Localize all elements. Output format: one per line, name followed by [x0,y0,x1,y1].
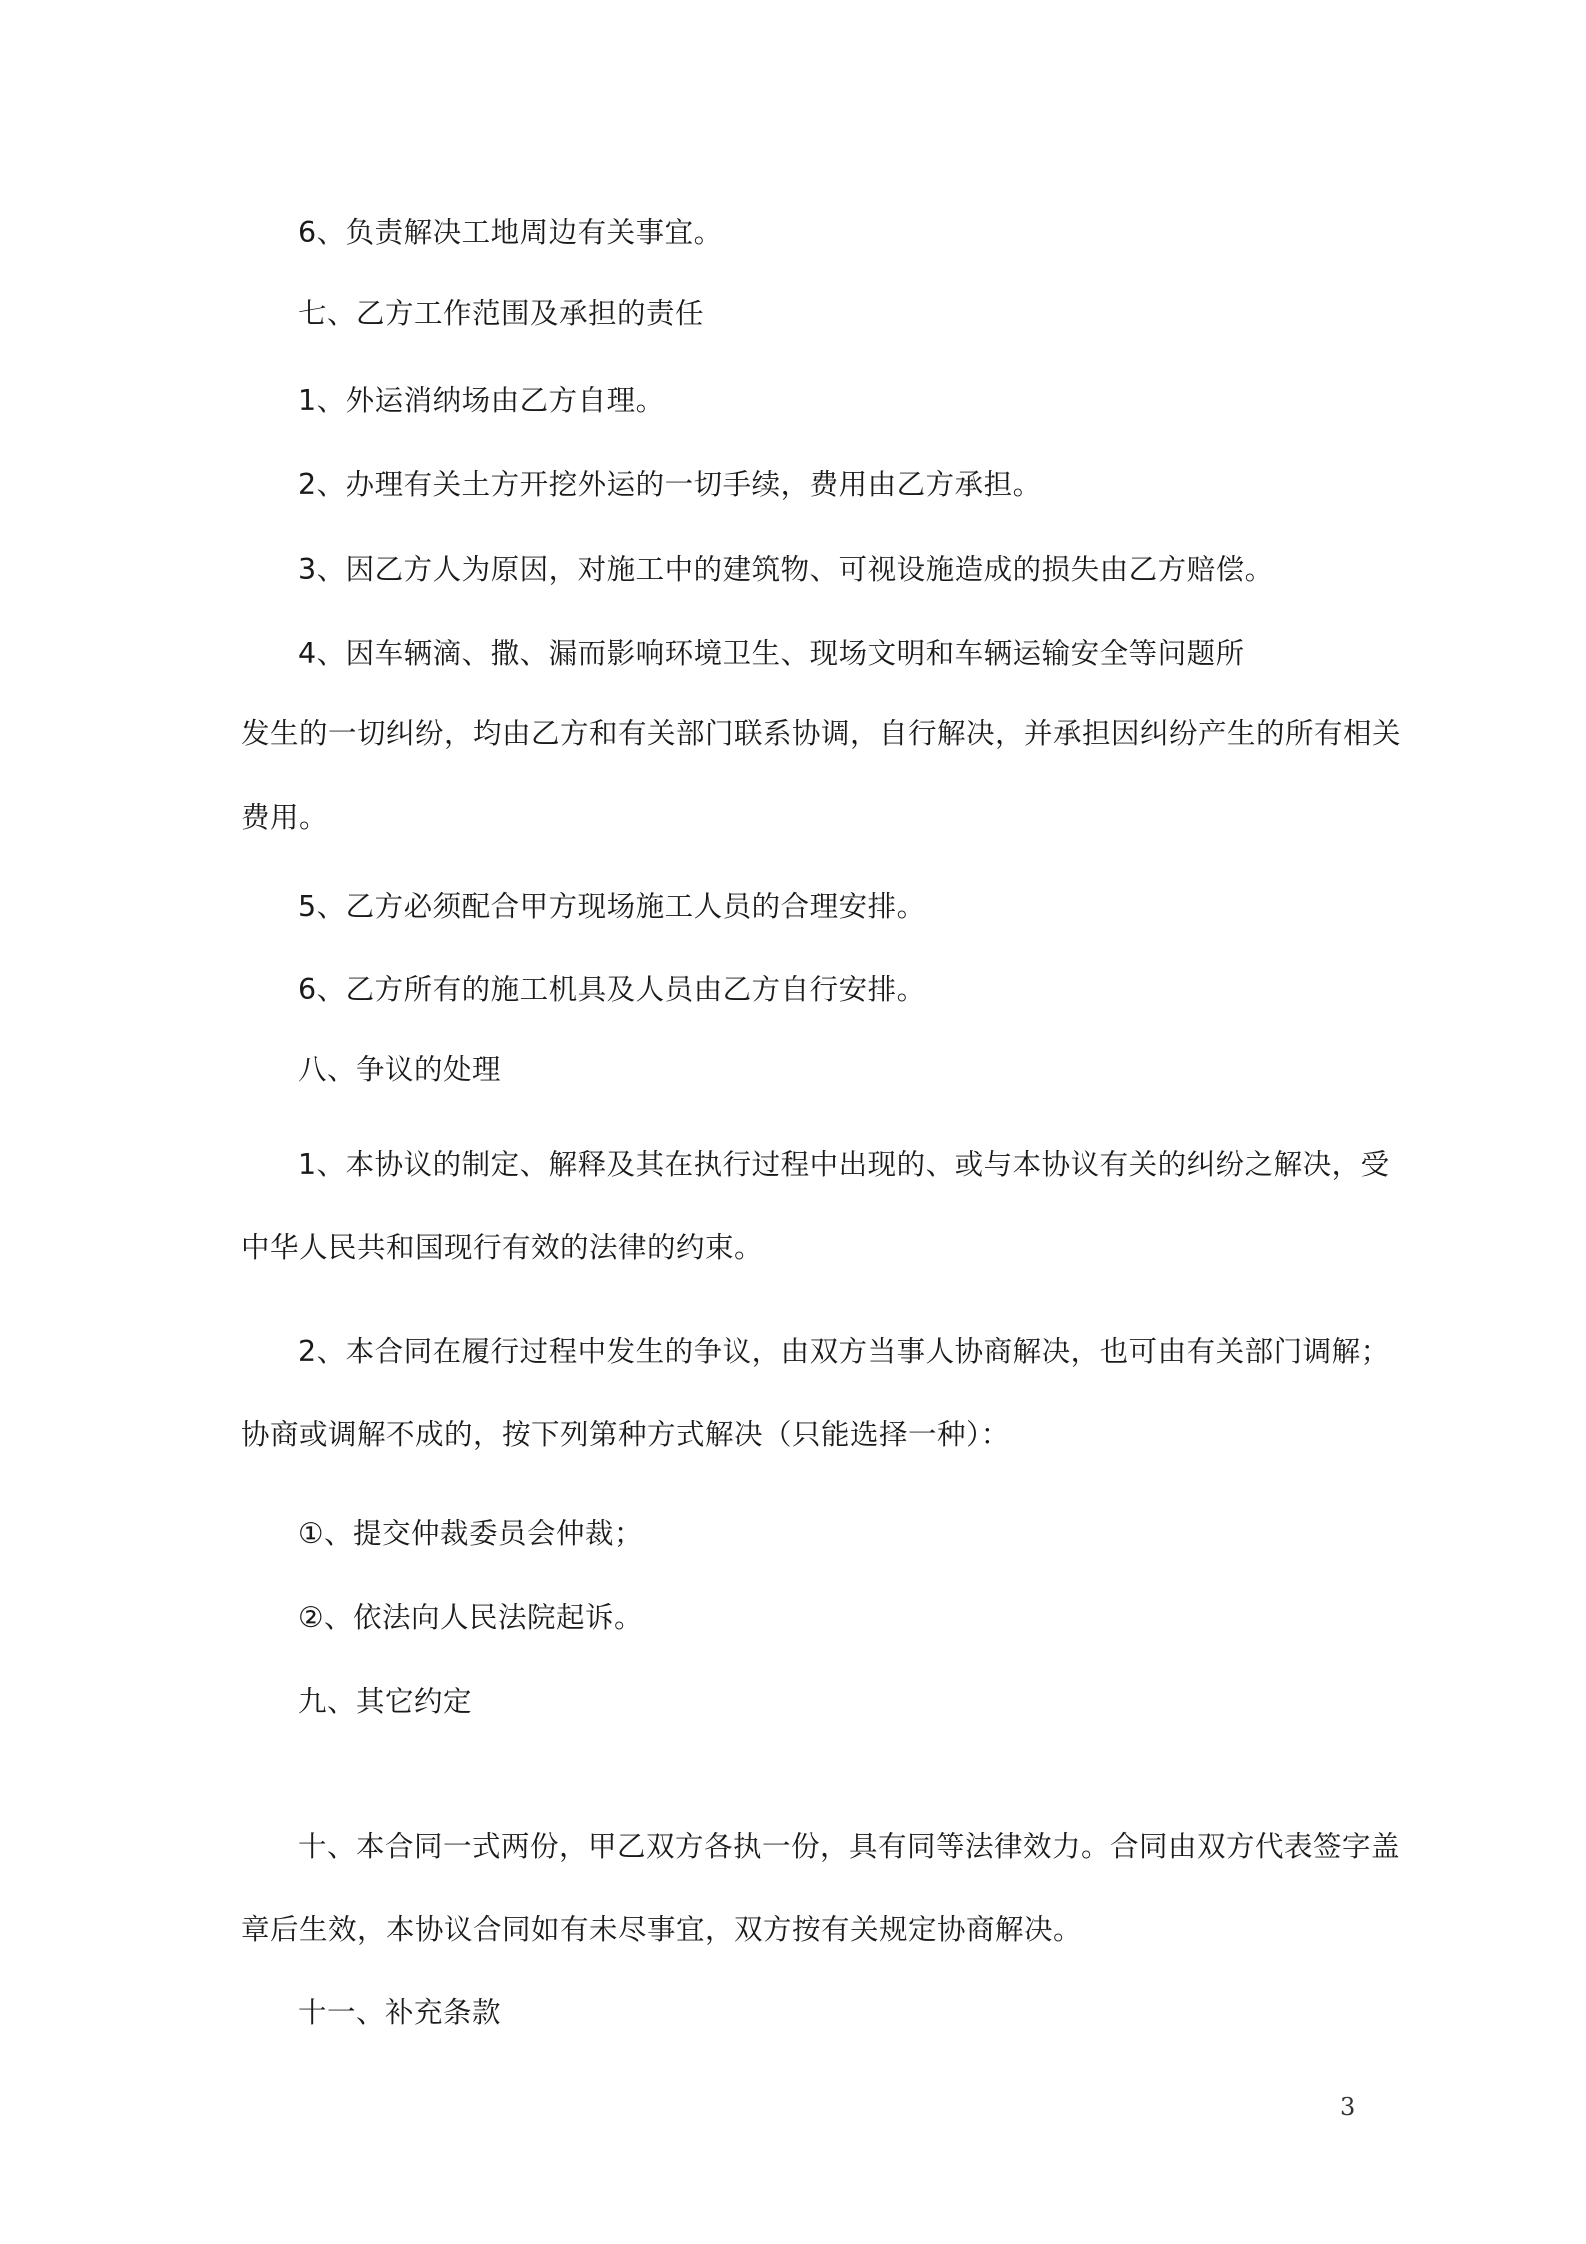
clause-line: 2、办理有关土方开挖外运的一切手续，费用由乙方承担。 [298,468,1042,501]
option-line: ①、提交仲裁委员会仲裁； [298,1517,644,1550]
clause-line: 中华人民共和国现行有效的法律的约束。 [241,1231,764,1264]
section-heading: 十一、补充条款 [298,1996,502,2029]
clause-line: 发生的一切纠纷，均由乙方和有关部门联系协调，自行解决，并承担因纠纷产生的所有相关 [241,717,1402,750]
section-heading: 八、争议的处理 [298,1053,502,1086]
clause-line: 协商或调解不成的，按下列第种方式解决（只能选择一种）： [241,1418,1010,1451]
clause-line: 章后生效，本协议合同如有未尽事宜，双方按有关规定协商解决。 [241,1913,1083,1946]
clause-line: 十、本合同一式两份，甲乙双方各执一份，具有同等法律效力。合同由双方代表签字盖 [298,1830,1401,1863]
option-line: ②、依法向人民法院起诉。 [298,1601,644,1634]
clause-line: 2、本合同在履行过程中发生的争议，由双方当事人协商解决，也可由有关部门调解； [298,1335,1390,1368]
clause-line: 6、负责解决工地周边有关事宜。 [298,216,723,249]
clause-line: 1、外运消纳场由乙方自理。 [298,384,665,417]
section-heading: 七、乙方工作范围及承担的责任 [298,297,705,330]
clause-line: 1、本协议的制定、解释及其在执行过程中出现的、或与本协议有关的纠纷之解决，受 [298,1148,1390,1181]
page-number: 3 [1340,2093,1356,2121]
clause-line: 3、因乙方人为原因，对施工中的建筑物、可视设施造成的损失由乙方赔偿。 [298,553,1274,586]
clause-line: 5、乙方必须配合甲方现场施工人员的合理安排。 [298,890,926,923]
clause-line: 6、乙方所有的施工机具及人员由乙方自行安排。 [298,973,926,1006]
clause-line: 费用。 [241,801,329,834]
clause-line: 4、因车辆滴、撒、漏而影响环境卫生、现场文明和车辆运输安全等问题所 [298,637,1245,670]
section-heading: 九、其它约定 [298,1685,473,1718]
